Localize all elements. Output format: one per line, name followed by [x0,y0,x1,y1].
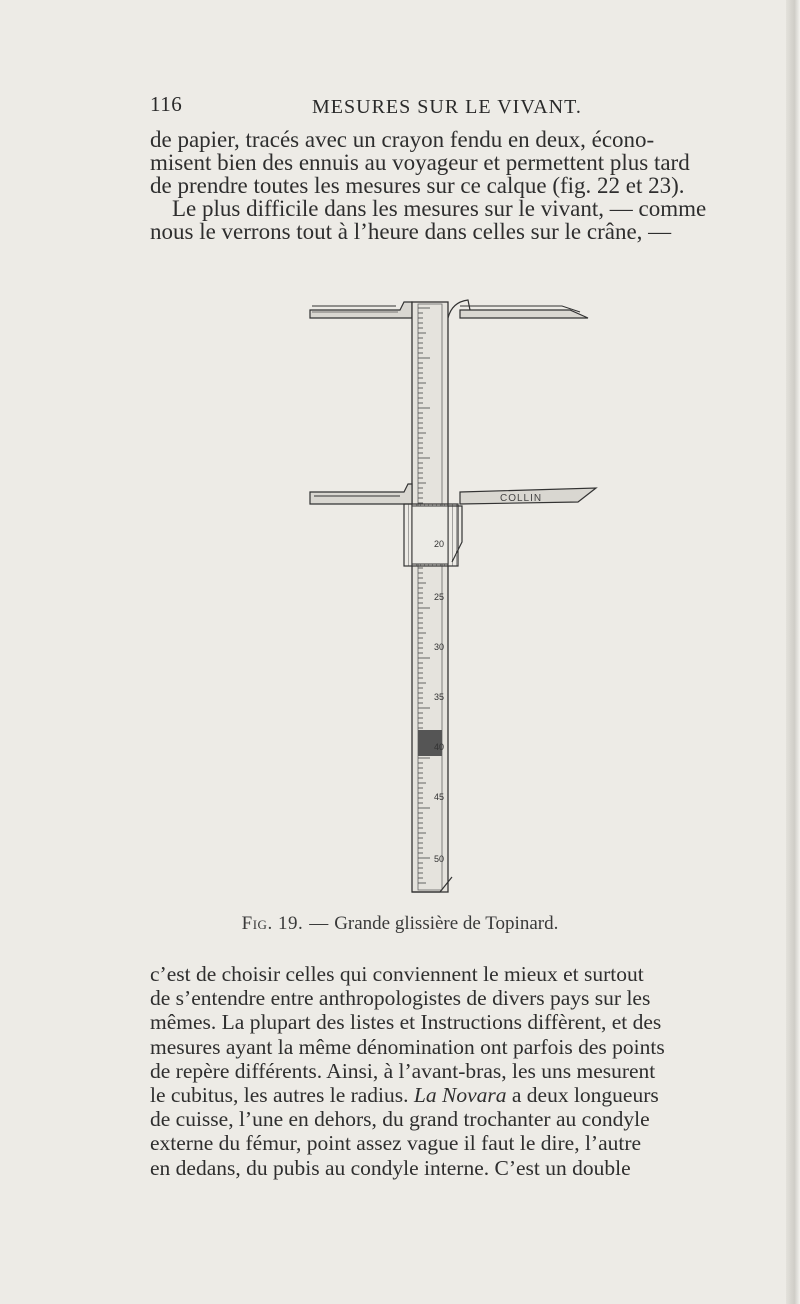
paragraph-top [150,128,760,243]
text-line: de prendre toutes les mesures sur ce calque (fig. 22 et 23). [150,173,685,198]
text-line: de cuisse, l’une en dehors, du grand trochanter au condyle [150,1107,650,1132]
ship-name-italic: La Novara [413,1083,507,1108]
running-head: MESURES SUR LE VIVANT. [312,96,582,118]
page-number: 116 [150,92,183,116]
scale-number: 30 [434,642,445,652]
figure-glissiere [300,292,610,902]
scale-number: 25 [434,592,445,602]
caption-label: Fig. 19. [241,913,304,934]
caption-text: Grande glissière de Topinard. [334,913,559,934]
text-line: mesures ayant la même dénomination ont parfois des points [150,1034,665,1059]
page-header [150,92,800,122]
sliding-caliper-illustration [300,292,610,902]
text-line: mêmes. La plupart des listes et Instructions diffèrent, et des [150,1010,662,1035]
scale-number: 20 [434,539,445,549]
figure-caption [0,913,800,935]
text-line: de repère différents. Ainsi, à l’avant-bras, les uns mesurent [150,1058,656,1083]
top-arm [310,300,588,318]
text-line: externe du fémur, point assez vague il faut le dire, l’autre [150,1131,642,1156]
scale-number: 45 [434,792,445,802]
text-line: misent bien des ennuis au voyageur et permettent plus tard [150,150,690,175]
text-line [150,1083,760,1107]
text-line: Le plus difficile dans les mesures sur le vivant, — comme [172,196,707,221]
text-line: c’est de choisir celles qui conviennent le mieux et surtout [150,962,644,986]
caption-separator: — [309,913,329,934]
main-rule [412,302,452,892]
text-segment: le cubitus, les autres le radius. [150,1083,414,1108]
text-line: de s’entendre entre anthropologistes de divers pays sur les [150,986,651,1011]
page-edge [786,0,800,1304]
text-segment: a deux longueurs [506,1083,659,1108]
scale-number: 35 [434,692,445,702]
paragraph-bottom [150,962,760,1180]
scale-number: 40 [434,742,445,752]
scale-number: 50 [434,854,445,864]
text-line: de papier, tracés avec un crayon fendu en deux, écono- [150,127,655,152]
text-line: nous le verrons tout à l’heure dans celles sur le crâne, — [150,219,672,244]
maker-mark: COLLIN [500,493,543,504]
text-line: en dedans, du pubis au condyle interne. C’est un double [150,1155,631,1180]
sliding-arm [310,484,596,566]
